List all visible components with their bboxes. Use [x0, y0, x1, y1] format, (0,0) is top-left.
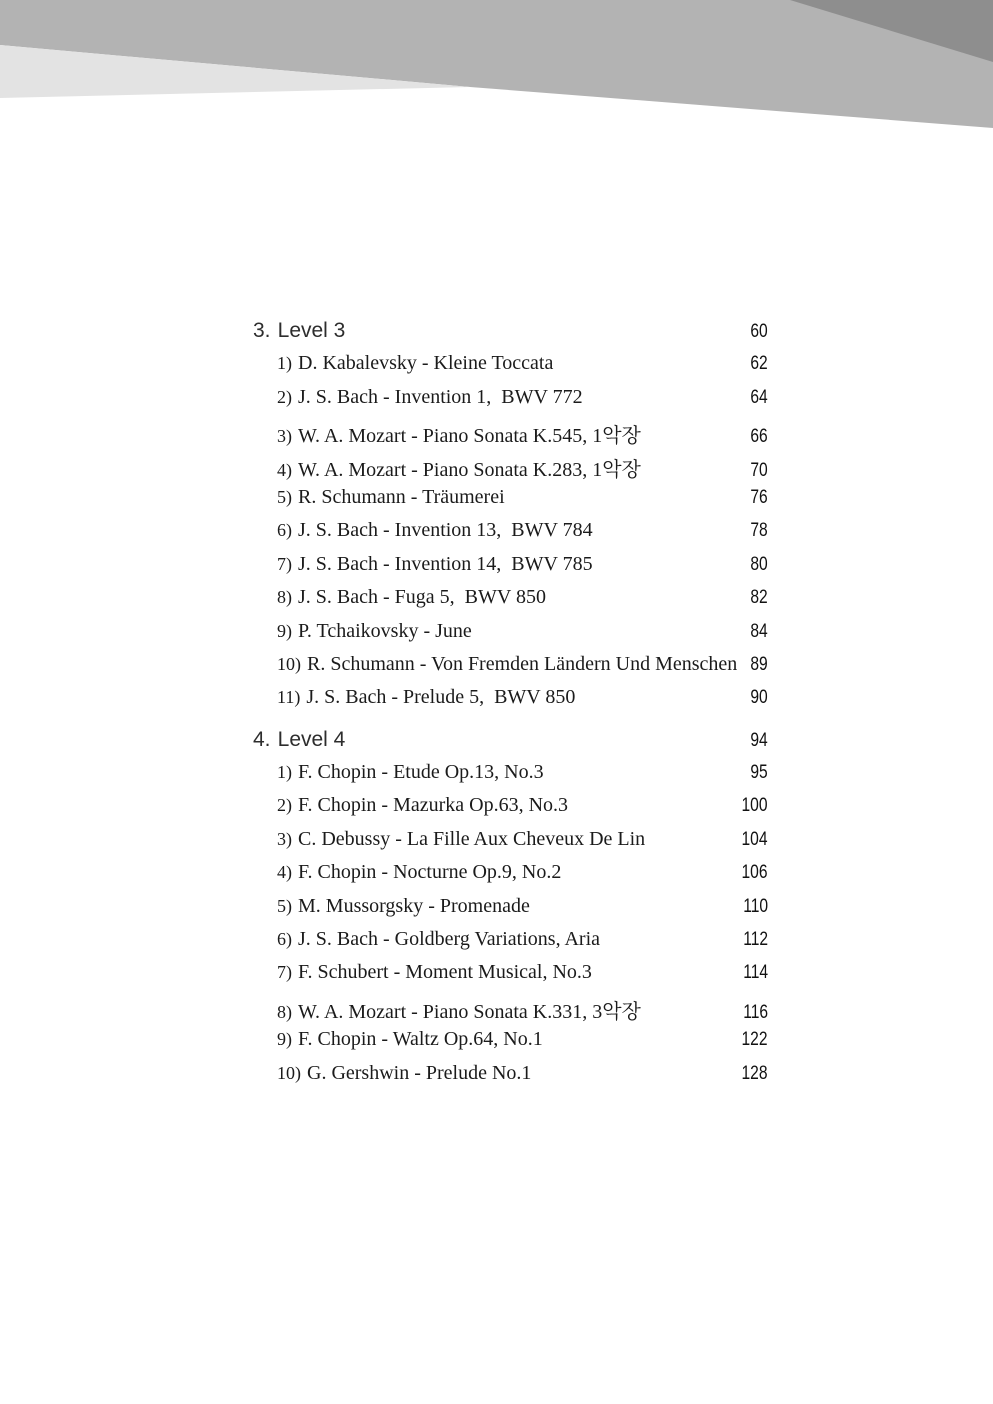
- toc-section-row: [253, 319, 768, 352]
- toc: [253, 319, 768, 1095]
- item-label: [253, 861, 561, 884]
- item-page-number: 116: [743, 1000, 768, 1023]
- item-label: [253, 586, 546, 609]
- toc-item-row: [253, 453, 768, 486]
- item-label: [253, 386, 583, 409]
- toc-item-row: [253, 653, 768, 686]
- item-page-number: 66: [750, 425, 768, 448]
- toc-item-row: [253, 1028, 768, 1061]
- item-title: P. Tchaikovsky - June: [298, 619, 472, 642]
- item-label: [253, 1062, 531, 1085]
- item-title: F. Chopin - Waltz Op.64, No.1: [298, 1028, 543, 1051]
- item-number: 9): [277, 1029, 292, 1050]
- item-label: [253, 352, 553, 375]
- item-label: [253, 995, 641, 1024]
- item-number: 10): [277, 653, 301, 674]
- item-label: [253, 761, 544, 784]
- item-title: F. Chopin - Nocturne Op.9, No.2: [298, 861, 562, 884]
- item-number: 9): [277, 620, 292, 641]
- item-title: M. Mussorgsky - Promenade: [298, 894, 530, 917]
- item-page-number: 76: [750, 485, 768, 508]
- item-label: [253, 519, 593, 542]
- item-title: F. Chopin - Etude Op.13, No.3: [298, 761, 544, 784]
- toc-item-row: [253, 1062, 768, 1095]
- item-label: [253, 961, 592, 984]
- item-number: 4): [277, 459, 292, 480]
- item-number: 2): [277, 386, 292, 407]
- item-number: 1): [277, 353, 292, 374]
- item-number: 6): [277, 929, 292, 950]
- item-number: 5): [277, 486, 292, 507]
- item-page-number: 106: [741, 861, 768, 884]
- item-number: 6): [277, 520, 292, 541]
- item-label: [253, 1028, 543, 1051]
- item-page-number: 110: [743, 894, 768, 917]
- item-page-number: 112: [743, 928, 768, 951]
- item-page-number: 114: [743, 961, 768, 984]
- section-number: 4.: [253, 727, 271, 751]
- section-label: [253, 728, 345, 752]
- item-number: 11): [277, 687, 301, 708]
- toc-item-row: [253, 486, 768, 519]
- toc-item-row: [253, 586, 768, 619]
- item-title: J. S. Bach - Prelude 5, BWV 850: [306, 686, 576, 709]
- item-page-number: 89: [750, 652, 768, 675]
- toc-item-row: [253, 761, 768, 794]
- item-number: 3): [277, 426, 292, 447]
- item-number: 4): [277, 862, 292, 883]
- item-title: D. Kabalevsky - Kleine Toccata: [298, 352, 554, 375]
- item-title: W. A. Mozart - Piano Sonata K.331, 3악장: [298, 1000, 641, 1023]
- item-page-number: 62: [750, 352, 768, 375]
- item-page-number: 122: [741, 1028, 768, 1051]
- item-number: 8): [277, 587, 292, 608]
- item-page-number: 84: [750, 619, 768, 642]
- item-title: W. A. Mozart - Piano Sonata K.545, 1악장: [298, 425, 641, 448]
- item-label: [253, 453, 641, 482]
- section-page-number: 60: [750, 320, 768, 342]
- item-title: J. S. Bach - Invention 14, BWV 785: [298, 552, 593, 575]
- item-title: C. Debussy - La Fille Aux Cheveux De Lin: [298, 827, 646, 850]
- item-title: J. S. Bach - Fuga 5, BWV 850: [298, 586, 546, 609]
- section-label: [253, 319, 345, 343]
- section-title: Level 4: [277, 727, 346, 751]
- item-number: 8): [277, 1001, 292, 1022]
- item-number: 3): [277, 828, 292, 849]
- item-title: W. A. Mozart - Piano Sonata K.283, 1악장: [298, 458, 641, 481]
- item-number: 7): [277, 962, 292, 983]
- item-title: J. S. Bach - Invention 1, BWV 772: [298, 385, 583, 408]
- toc-item-row: [253, 519, 768, 552]
- item-page-number: 128: [741, 1061, 768, 1084]
- toc-item-row: [253, 928, 768, 961]
- section-title: Level 3: [277, 319, 346, 342]
- item-page-number: 82: [750, 586, 768, 609]
- item-label: [253, 553, 593, 576]
- toc-item-row: [253, 961, 768, 994]
- item-number: 10): [277, 1062, 301, 1083]
- toc-item-row: [253, 419, 768, 452]
- item-title: J. S. Bach - Invention 13, BWV 784: [298, 519, 593, 542]
- item-label: [253, 486, 505, 509]
- toc-item-row: [253, 861, 768, 894]
- item-title: F. Schubert - Moment Musical, No.3: [298, 961, 592, 984]
- item-page-number: 70: [750, 458, 768, 481]
- item-title: F. Chopin - Mazurka Op.63, No.3: [298, 794, 569, 817]
- item-page-number: 104: [741, 827, 768, 850]
- item-number: 7): [277, 553, 292, 574]
- item-label: [253, 928, 600, 951]
- item-page-number: 100: [741, 794, 768, 817]
- toc-section-row: [253, 728, 768, 761]
- item-number: 1): [277, 762, 292, 783]
- item-label: [253, 653, 737, 676]
- item-page-number: 90: [750, 686, 768, 709]
- toc-item-row: [253, 553, 768, 586]
- toc-item-row: [253, 828, 768, 861]
- item-page-number: 80: [750, 552, 768, 575]
- section-number: 3.: [253, 319, 271, 342]
- item-title: R. Schumann - Träumerei: [298, 485, 505, 508]
- item-label: [253, 895, 530, 918]
- toc-item-row: [253, 794, 768, 827]
- item-number: 5): [277, 895, 292, 916]
- item-label: [253, 620, 472, 643]
- item-label: [253, 686, 575, 709]
- item-number: 2): [277, 795, 292, 816]
- item-title: R. Schumann - Von Fremden Ländern Und Menschen: [307, 652, 738, 675]
- item-page-number: 95: [750, 761, 768, 784]
- toc-item-row: [253, 895, 768, 928]
- toc-item-row: [253, 686, 768, 719]
- decorative-header-band: [0, 0, 993, 130]
- toc-item-row: [253, 352, 768, 385]
- item-page-number: 78: [750, 519, 768, 542]
- section-page-number: 94: [750, 728, 768, 751]
- item-label: [253, 828, 645, 851]
- item-page-number: 64: [750, 385, 768, 408]
- item-label: [253, 419, 641, 448]
- toc-item-row: [253, 620, 768, 653]
- item-title: G. Gershwin - Prelude No.1: [307, 1061, 532, 1084]
- item-label: [253, 794, 568, 817]
- toc-item-row: [253, 995, 768, 1028]
- toc-item-row: [253, 386, 768, 419]
- item-title: J. S. Bach - Goldberg Variations, Aria: [298, 928, 601, 951]
